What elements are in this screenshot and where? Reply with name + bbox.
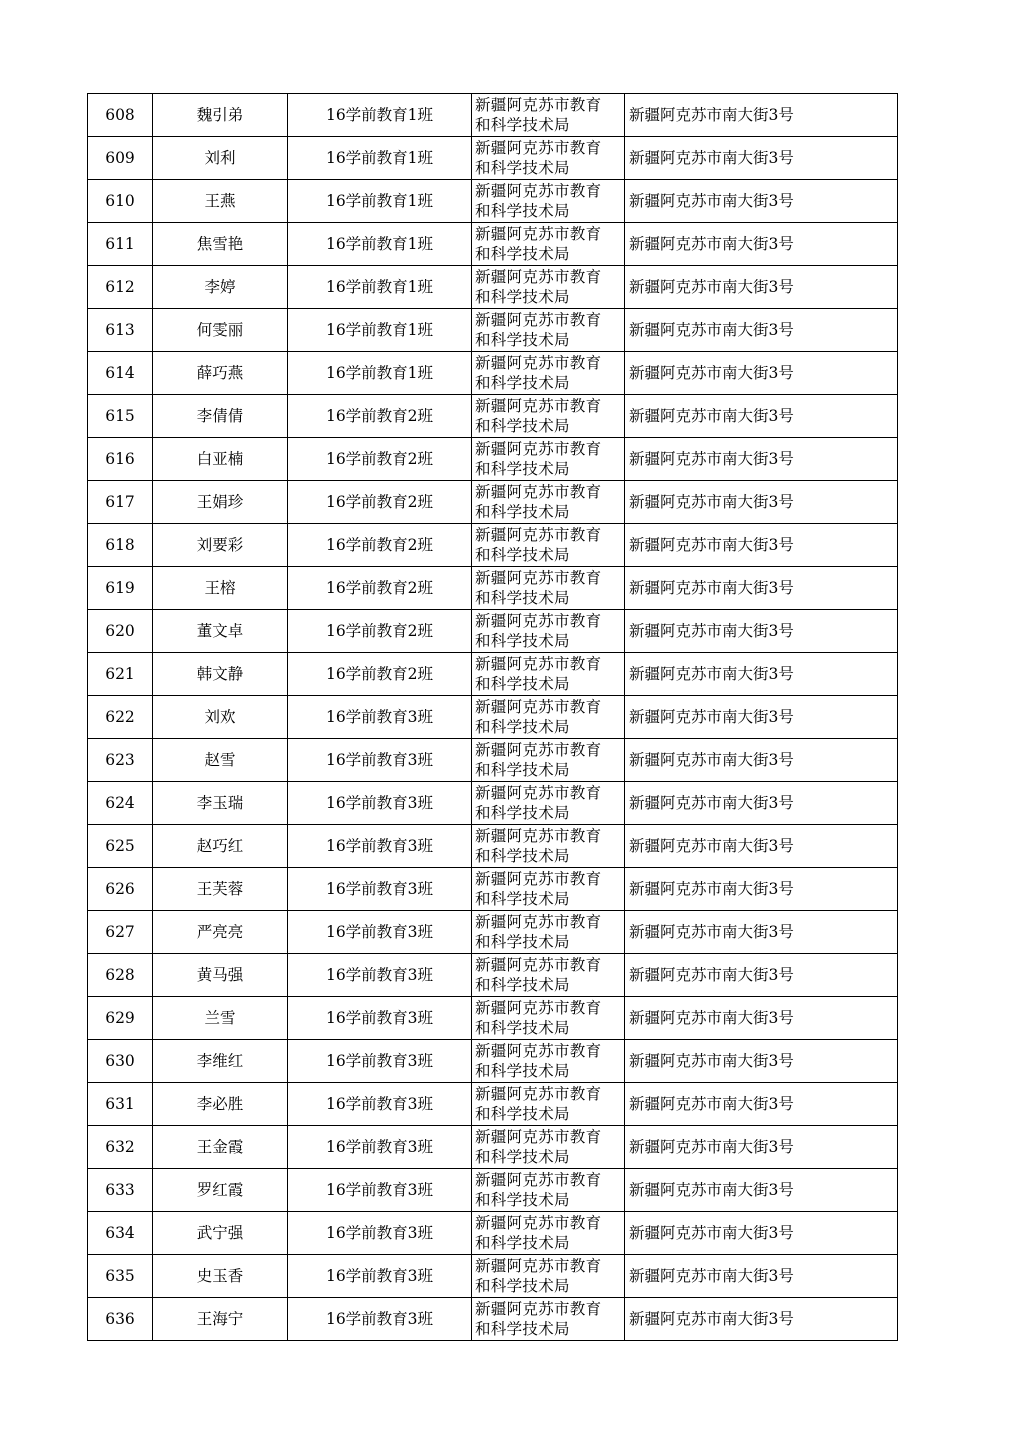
- work-unit-cell: [472, 696, 625, 739]
- student-name-cell: 史玉香: [153, 1255, 288, 1298]
- row-number-cell: 616: [88, 438, 153, 481]
- class-name-cell: 16学前教育3班: [288, 782, 472, 825]
- class-name-cell: 16学前教育3班: [288, 1040, 472, 1083]
- table-row: [88, 1298, 898, 1341]
- work-unit-text: 新疆阿克苏市教育和科学技术局: [475, 1171, 602, 1209]
- work-unit-text: 新疆阿克苏市教育和科学技术局: [475, 1042, 602, 1080]
- row-number-cell: 610: [88, 180, 153, 223]
- class-name-cell: 16学前教育2班: [288, 567, 472, 610]
- address-cell: 新疆阿克苏市南大街3号: [625, 309, 898, 352]
- table-row: [88, 610, 898, 653]
- address-cell: 新疆阿克苏市南大街3号: [625, 524, 898, 567]
- address-cell: 新疆阿克苏市南大街3号: [625, 825, 898, 868]
- address-cell: 新疆阿克苏市南大街3号: [625, 266, 898, 309]
- address-cell: 新疆阿克苏市南大街3号: [625, 1083, 898, 1126]
- address-cell: 新疆阿克苏市南大街3号: [625, 739, 898, 782]
- row-number-cell: 622: [88, 696, 153, 739]
- work-unit-text: 新疆阿克苏市教育和科学技术局: [475, 569, 602, 607]
- row-number-cell: 632: [88, 1126, 153, 1169]
- table-row: [88, 137, 898, 180]
- address-cell: 新疆阿克苏市南大街3号: [625, 180, 898, 223]
- address-cell: 新疆阿克苏市南大街3号: [625, 782, 898, 825]
- row-number-cell: 626: [88, 868, 153, 911]
- class-name-cell: 16学前教育1班: [288, 223, 472, 266]
- table-row: [88, 997, 898, 1040]
- student-name-cell: 李婷: [153, 266, 288, 309]
- work-unit-text: 新疆阿克苏市教育和科学技术局: [475, 956, 602, 994]
- work-unit-text: 新疆阿克苏市教育和科学技术局: [475, 784, 602, 822]
- table-row: [88, 94, 898, 137]
- student-name-cell: 王芙蓉: [153, 868, 288, 911]
- work-unit-cell: [472, 1126, 625, 1169]
- row-number-cell: 612: [88, 266, 153, 309]
- work-unit-cell: [472, 524, 625, 567]
- class-name-cell: 16学前教育1班: [288, 180, 472, 223]
- work-unit-text: 新疆阿克苏市教育和科学技术局: [475, 440, 602, 478]
- table-row: [88, 438, 898, 481]
- table-row: [88, 1040, 898, 1083]
- work-unit-cell: [472, 1298, 625, 1341]
- address-cell: 新疆阿克苏市南大街3号: [625, 1126, 898, 1169]
- work-unit-cell: [472, 1169, 625, 1212]
- row-number-cell: 611: [88, 223, 153, 266]
- work-unit-text: 新疆阿克苏市教育和科学技术局: [475, 225, 602, 263]
- work-unit-text: 新疆阿克苏市教育和科学技术局: [475, 1214, 602, 1252]
- address-cell: 新疆阿克苏市南大街3号: [625, 1255, 898, 1298]
- class-name-cell: 16学前教育3班: [288, 825, 472, 868]
- row-number-cell: 629: [88, 997, 153, 1040]
- class-name-cell: 16学前教育3班: [288, 739, 472, 782]
- row-number-cell: 625: [88, 825, 153, 868]
- work-unit-text: 新疆阿克苏市教育和科学技术局: [475, 268, 602, 306]
- address-cell: 新疆阿克苏市南大街3号: [625, 954, 898, 997]
- table-row: [88, 395, 898, 438]
- table-row: [88, 481, 898, 524]
- work-unit-text: 新疆阿克苏市教育和科学技术局: [475, 999, 602, 1037]
- student-name-cell: 武宁强: [153, 1212, 288, 1255]
- row-number-cell: 621: [88, 653, 153, 696]
- student-name-cell: 王娟珍: [153, 481, 288, 524]
- row-number-cell: 630: [88, 1040, 153, 1083]
- work-unit-cell: [472, 481, 625, 524]
- address-cell: 新疆阿克苏市南大街3号: [625, 137, 898, 180]
- row-number-cell: 633: [88, 1169, 153, 1212]
- work-unit-cell: [472, 739, 625, 782]
- work-unit-cell: [472, 653, 625, 696]
- student-name-cell: 魏引弟: [153, 94, 288, 137]
- class-name-cell: 16学前教育1班: [288, 352, 472, 395]
- work-unit-text: 新疆阿克苏市教育和科学技术局: [475, 913, 602, 951]
- work-unit-cell: [472, 567, 625, 610]
- class-name-cell: 16学前教育3班: [288, 1126, 472, 1169]
- student-name-cell: 王海宁: [153, 1298, 288, 1341]
- table-row: [88, 1169, 898, 1212]
- roster-table: [87, 93, 898, 1341]
- table-row: [88, 567, 898, 610]
- class-name-cell: 16学前教育3班: [288, 1298, 472, 1341]
- row-number-cell: 627: [88, 911, 153, 954]
- row-number-cell: 614: [88, 352, 153, 395]
- work-unit-text: 新疆阿克苏市教育和科学技术局: [475, 311, 602, 349]
- class-name-cell: 16学前教育3班: [288, 911, 472, 954]
- address-cell: 新疆阿克苏市南大街3号: [625, 567, 898, 610]
- work-unit-cell: [472, 1083, 625, 1126]
- work-unit-cell: [472, 1212, 625, 1255]
- address-cell: 新疆阿克苏市南大街3号: [625, 911, 898, 954]
- work-unit-text: 新疆阿克苏市教育和科学技术局: [475, 1085, 602, 1123]
- work-unit-text: 新疆阿克苏市教育和科学技术局: [475, 1128, 602, 1166]
- student-name-cell: 刘利: [153, 137, 288, 180]
- table-row: [88, 782, 898, 825]
- student-name-cell: 李玉瑞: [153, 782, 288, 825]
- address-cell: 新疆阿克苏市南大街3号: [625, 610, 898, 653]
- student-name-cell: 刘要彩: [153, 524, 288, 567]
- address-cell: 新疆阿克苏市南大街3号: [625, 481, 898, 524]
- work-unit-cell: [472, 1255, 625, 1298]
- student-name-cell: 李维红: [153, 1040, 288, 1083]
- table-row: [88, 868, 898, 911]
- work-unit-text: 新疆阿克苏市教育和科学技术局: [475, 870, 602, 908]
- student-name-cell: 王燕: [153, 180, 288, 223]
- work-unit-text: 新疆阿克苏市教育和科学技术局: [475, 96, 602, 134]
- work-unit-text: 新疆阿克苏市教育和科学技术局: [475, 397, 602, 435]
- row-number-cell: 617: [88, 481, 153, 524]
- row-number-cell: 619: [88, 567, 153, 610]
- work-unit-text: 新疆阿克苏市教育和科学技术局: [475, 827, 602, 865]
- work-unit-cell: [472, 1040, 625, 1083]
- student-name-cell: 严亮亮: [153, 911, 288, 954]
- table-row: [88, 1212, 898, 1255]
- work-unit-cell: [472, 782, 625, 825]
- student-name-cell: 刘欢: [153, 696, 288, 739]
- class-name-cell: 16学前教育3班: [288, 696, 472, 739]
- student-name-cell: 黄马强: [153, 954, 288, 997]
- work-unit-cell: [472, 223, 625, 266]
- table-row: [88, 954, 898, 997]
- work-unit-cell: [472, 309, 625, 352]
- work-unit-cell: [472, 997, 625, 1040]
- row-number-cell: 613: [88, 309, 153, 352]
- table-row: [88, 309, 898, 352]
- row-number-cell: 615: [88, 395, 153, 438]
- table-row: [88, 352, 898, 395]
- student-name-cell: 李必胜: [153, 1083, 288, 1126]
- class-name-cell: 16学前教育2班: [288, 524, 472, 567]
- address-cell: 新疆阿克苏市南大街3号: [625, 1040, 898, 1083]
- address-cell: 新疆阿克苏市南大街3号: [625, 1298, 898, 1341]
- student-name-cell: 王金霞: [153, 1126, 288, 1169]
- student-name-cell: 兰雪: [153, 997, 288, 1040]
- student-name-cell: 焦雪艳: [153, 223, 288, 266]
- work-unit-cell: [472, 137, 625, 180]
- address-cell: 新疆阿克苏市南大街3号: [625, 997, 898, 1040]
- row-number-cell: 634: [88, 1212, 153, 1255]
- work-unit-cell: [472, 352, 625, 395]
- address-cell: 新疆阿克苏市南大街3号: [625, 868, 898, 911]
- row-number-cell: 618: [88, 524, 153, 567]
- class-name-cell: 16学前教育1班: [288, 94, 472, 137]
- work-unit-text: 新疆阿克苏市教育和科学技术局: [475, 741, 602, 779]
- address-cell: 新疆阿克苏市南大街3号: [625, 395, 898, 438]
- row-number-cell: 636: [88, 1298, 153, 1341]
- work-unit-text: 新疆阿克苏市教育和科学技术局: [475, 655, 602, 693]
- table-row: [88, 1255, 898, 1298]
- class-name-cell: 16学前教育3班: [288, 1212, 472, 1255]
- work-unit-cell: [472, 395, 625, 438]
- work-unit-text: 新疆阿克苏市教育和科学技术局: [475, 612, 602, 650]
- class-name-cell: 16学前教育2班: [288, 395, 472, 438]
- address-cell: 新疆阿克苏市南大街3号: [625, 352, 898, 395]
- class-name-cell: 16学前教育3班: [288, 1083, 472, 1126]
- address-cell: 新疆阿克苏市南大街3号: [625, 94, 898, 137]
- row-number-cell: 623: [88, 739, 153, 782]
- student-name-cell: 王榕: [153, 567, 288, 610]
- class-name-cell: 16学前教育1班: [288, 266, 472, 309]
- work-unit-cell: [472, 825, 625, 868]
- table-row: [88, 739, 898, 782]
- work-unit-text: 新疆阿克苏市教育和科学技术局: [475, 354, 602, 392]
- row-number-cell: 624: [88, 782, 153, 825]
- class-name-cell: 16学前教育3班: [288, 1255, 472, 1298]
- class-name-cell: 16学前教育2班: [288, 653, 472, 696]
- student-name-cell: 赵雪: [153, 739, 288, 782]
- work-unit-cell: [472, 911, 625, 954]
- row-number-cell: 635: [88, 1255, 153, 1298]
- address-cell: 新疆阿克苏市南大街3号: [625, 1169, 898, 1212]
- work-unit-text: 新疆阿克苏市教育和科学技术局: [475, 139, 602, 177]
- class-name-cell: 16学前教育1班: [288, 137, 472, 180]
- work-unit-text: 新疆阿克苏市教育和科学技术局: [475, 1300, 602, 1338]
- row-number-cell: 620: [88, 610, 153, 653]
- student-name-cell: 韩文静: [153, 653, 288, 696]
- student-name-cell: 白亚楠: [153, 438, 288, 481]
- student-name-cell: 罗红霞: [153, 1169, 288, 1212]
- roster-table-body: [88, 94, 898, 1341]
- row-number-cell: 609: [88, 137, 153, 180]
- work-unit-cell: [472, 266, 625, 309]
- student-name-cell: 李倩倩: [153, 395, 288, 438]
- class-name-cell: 16学前教育3班: [288, 954, 472, 997]
- class-name-cell: 16学前教育2班: [288, 481, 472, 524]
- work-unit-cell: [472, 954, 625, 997]
- row-number-cell: 608: [88, 94, 153, 137]
- table-row: [88, 1083, 898, 1126]
- work-unit-cell: [472, 94, 625, 137]
- class-name-cell: 16学前教育3班: [288, 1169, 472, 1212]
- student-name-cell: 董文卓: [153, 610, 288, 653]
- table-row: [88, 223, 898, 266]
- class-name-cell: 16学前教育2班: [288, 610, 472, 653]
- work-unit-text: 新疆阿克苏市教育和科学技术局: [475, 182, 602, 220]
- table-row: [88, 266, 898, 309]
- class-name-cell: 16学前教育3班: [288, 868, 472, 911]
- table-row: [88, 1126, 898, 1169]
- address-cell: 新疆阿克苏市南大街3号: [625, 653, 898, 696]
- student-name-cell: 薛巧燕: [153, 352, 288, 395]
- table-row: [88, 825, 898, 868]
- work-unit-cell: [472, 180, 625, 223]
- row-number-cell: 628: [88, 954, 153, 997]
- work-unit-text: 新疆阿克苏市教育和科学技术局: [475, 1257, 602, 1295]
- work-unit-text: 新疆阿克苏市教育和科学技术局: [475, 698, 602, 736]
- address-cell: 新疆阿克苏市南大街3号: [625, 438, 898, 481]
- row-number-cell: 631: [88, 1083, 153, 1126]
- table-row: [88, 696, 898, 739]
- table-row: [88, 911, 898, 954]
- table-row: [88, 653, 898, 696]
- student-name-cell: 赵巧红: [153, 825, 288, 868]
- work-unit-cell: [472, 868, 625, 911]
- work-unit-cell: [472, 610, 625, 653]
- class-name-cell: 16学前教育1班: [288, 309, 472, 352]
- work-unit-text: 新疆阿克苏市教育和科学技术局: [475, 526, 602, 564]
- address-cell: 新疆阿克苏市南大街3号: [625, 696, 898, 739]
- class-name-cell: 16学前教育3班: [288, 997, 472, 1040]
- table-row: [88, 180, 898, 223]
- table-row: [88, 524, 898, 567]
- address-cell: 新疆阿克苏市南大街3号: [625, 223, 898, 266]
- address-cell: 新疆阿克苏市南大街3号: [625, 1212, 898, 1255]
- work-unit-cell: [472, 438, 625, 481]
- work-unit-text: 新疆阿克苏市教育和科学技术局: [475, 483, 602, 521]
- student-name-cell: 何雯丽: [153, 309, 288, 352]
- class-name-cell: 16学前教育2班: [288, 438, 472, 481]
